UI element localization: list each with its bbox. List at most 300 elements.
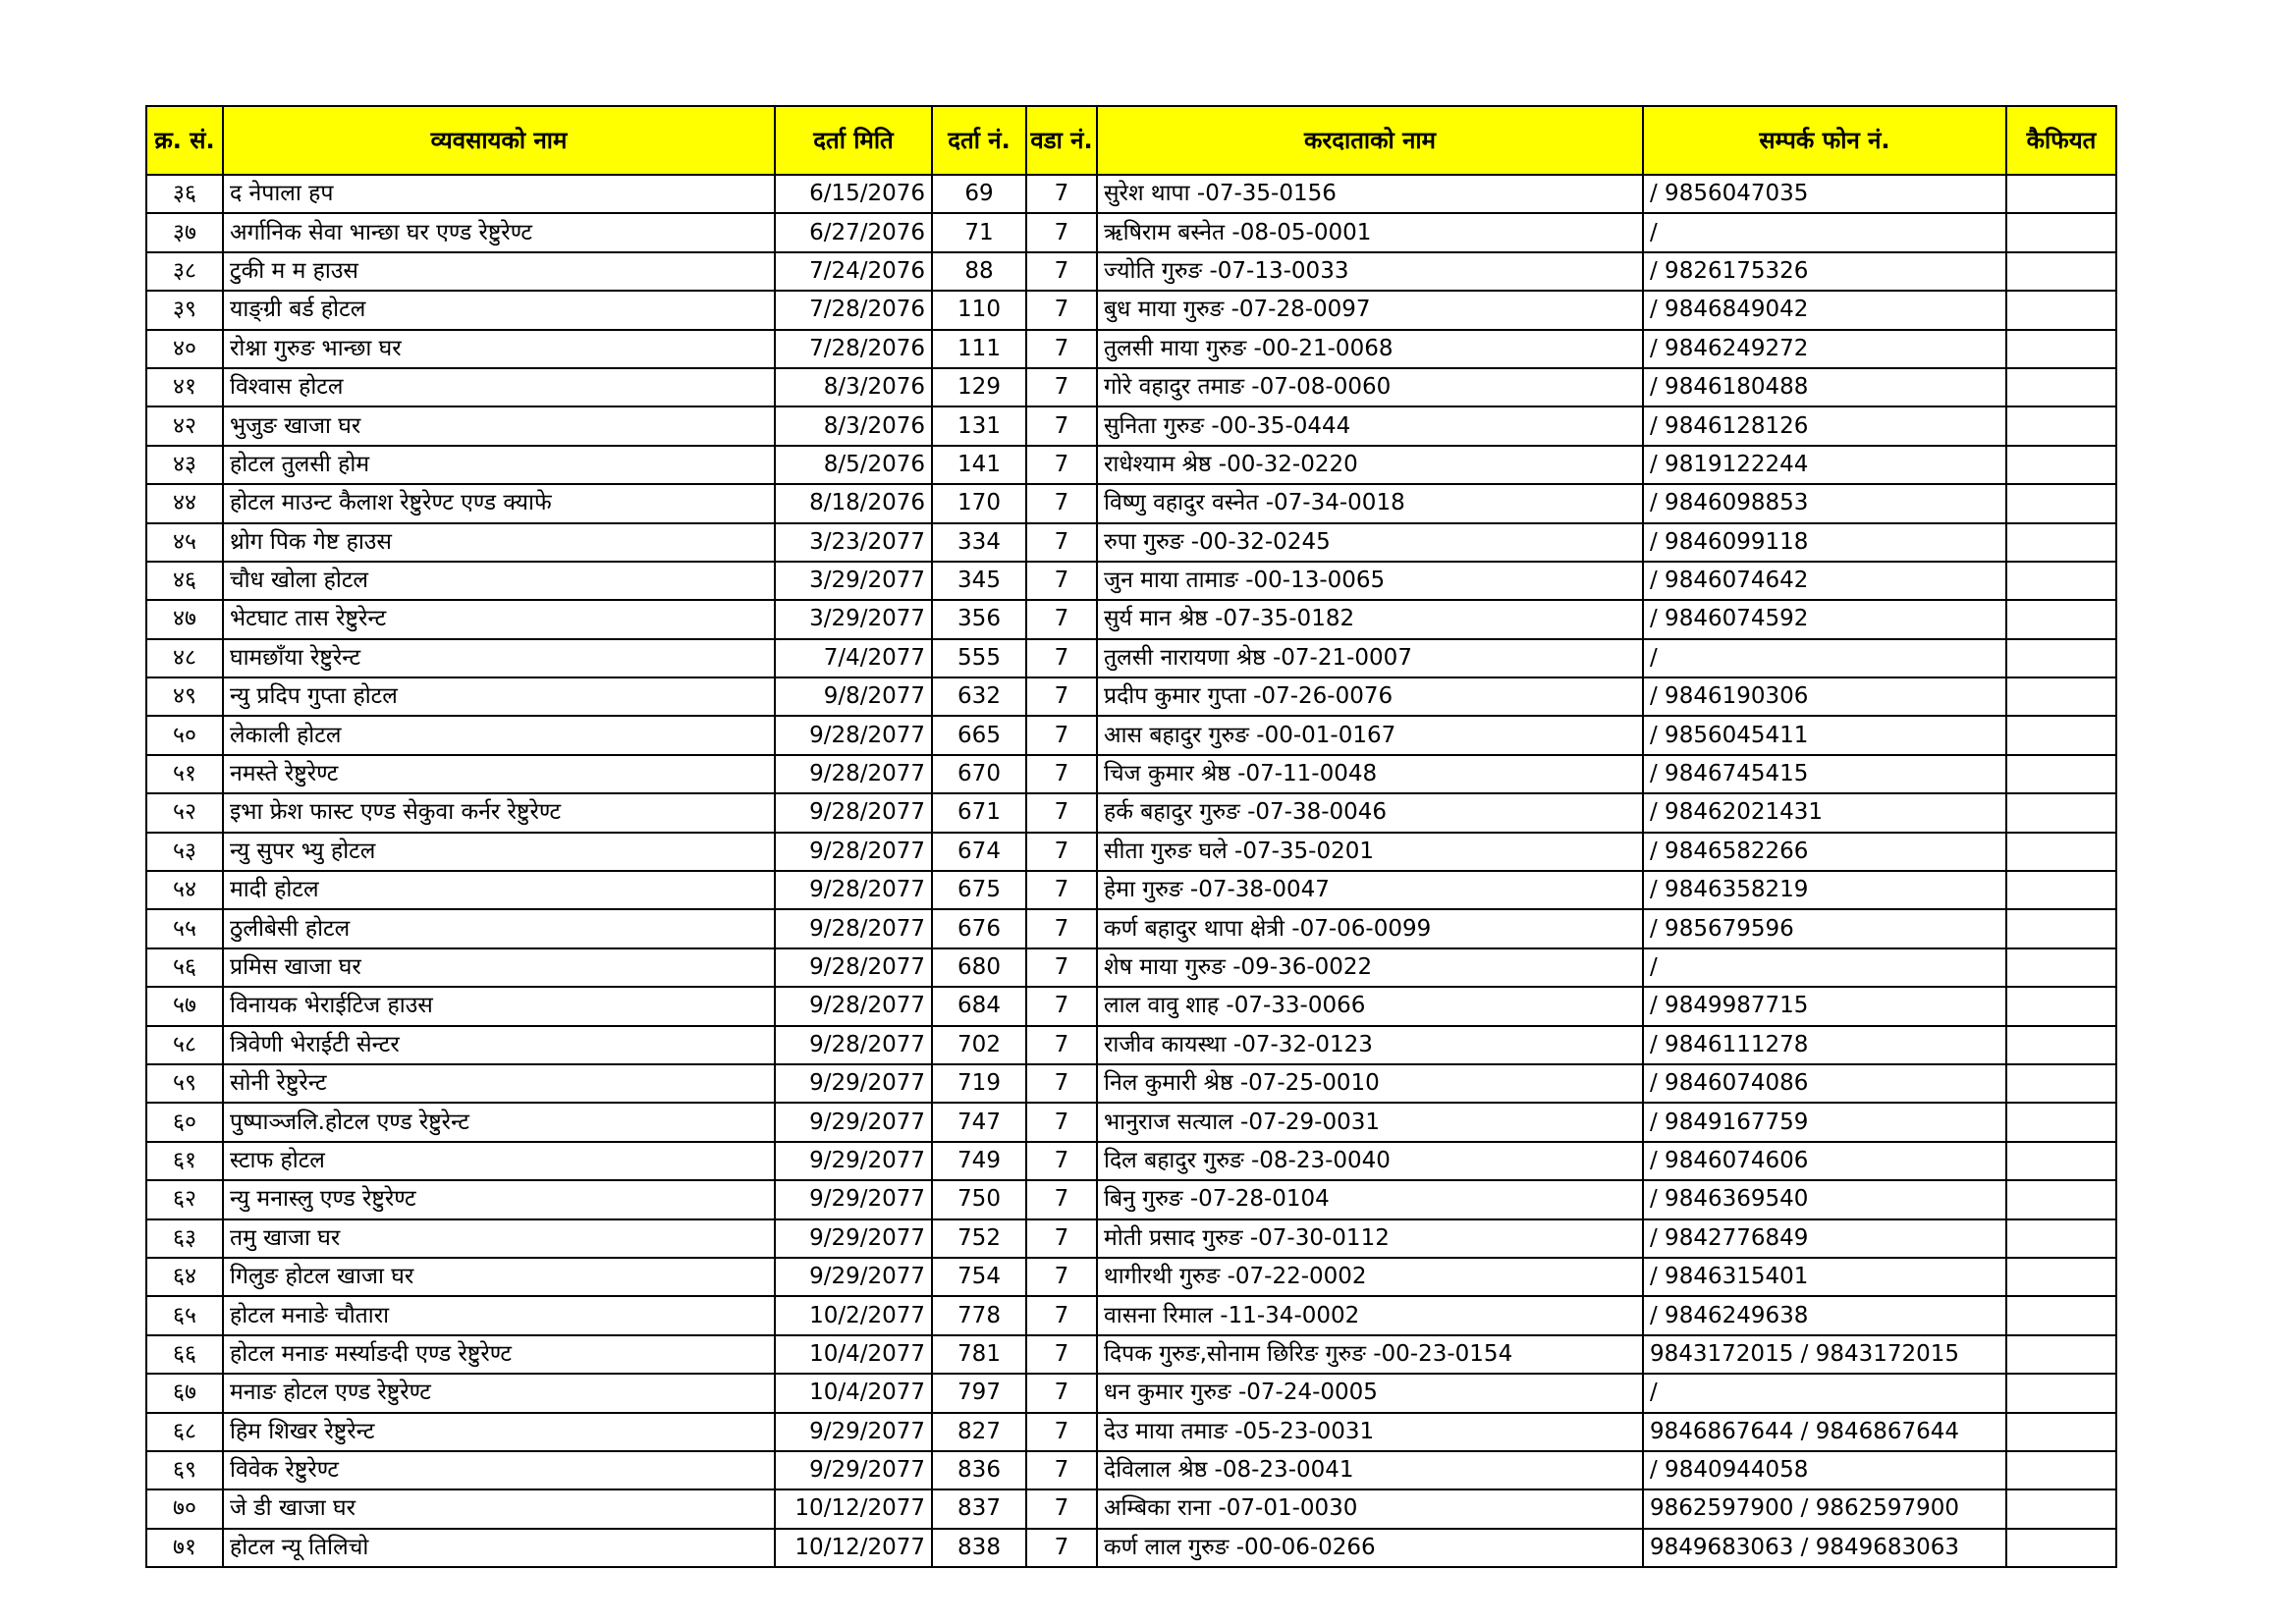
cell-reg-date: 9/29/2077 bbox=[775, 1064, 932, 1103]
cell-business-name: मादी होटल bbox=[223, 871, 775, 909]
cell-remarks bbox=[2006, 871, 2116, 909]
cell-business-name: न्यु सुपर भ्यु होटल bbox=[223, 833, 775, 871]
cell-remarks bbox=[2006, 368, 2116, 406]
cell-phone: / 9846098853 bbox=[1643, 484, 2006, 522]
table-row bbox=[146, 1451, 2116, 1489]
cell-taxpayer-name: देउ माया तमाङ -05-23-0031 bbox=[1097, 1413, 1643, 1451]
cell-remarks bbox=[2006, 793, 2116, 832]
cell-ward: 7 bbox=[1026, 677, 1097, 716]
cell-phone: / 9819122244 bbox=[1643, 446, 2006, 484]
cell-ward: 7 bbox=[1026, 1529, 1097, 1567]
cell-business-name: चौध खोला होटल bbox=[223, 562, 775, 600]
cell-reg-date: 10/12/2077 bbox=[775, 1529, 932, 1567]
cell-ward: 7 bbox=[1026, 909, 1097, 947]
cell-reg-no: 555 bbox=[932, 639, 1026, 677]
cell-taxpayer-name: शेष माया गुरुङ -09-36-0022 bbox=[1097, 948, 1643, 987]
cell-remarks bbox=[2006, 1529, 2116, 1567]
table-row bbox=[146, 252, 2116, 291]
cell-sn: ६७ bbox=[146, 1374, 223, 1412]
cell-phone: / bbox=[1643, 948, 2006, 987]
cell-ward: 7 bbox=[1026, 639, 1097, 677]
cell-phone: / 98462021431 bbox=[1643, 793, 2006, 832]
cell-reg-no: 749 bbox=[932, 1142, 1026, 1180]
table-row bbox=[146, 987, 2116, 1025]
cell-reg-no: 684 bbox=[932, 987, 1026, 1025]
cell-taxpayer-name: तुलसी नारायणा श्रेष्ठ -07-21-0007 bbox=[1097, 639, 1643, 677]
cell-ward: 7 bbox=[1026, 1258, 1097, 1296]
cell-business-name: त्रिवेणी भेराईटी सेन्टर bbox=[223, 1026, 775, 1064]
cell-ward: 7 bbox=[1026, 987, 1097, 1025]
cell-ward: 7 bbox=[1026, 1103, 1097, 1141]
cell-sn: ३६ bbox=[146, 175, 223, 213]
cell-remarks bbox=[2006, 406, 2116, 445]
cell-business-name: न्यु प्रदिप गुप्ता होटल bbox=[223, 677, 775, 716]
cell-reg-date: 9/28/2077 bbox=[775, 755, 932, 793]
cell-ward: 7 bbox=[1026, 1180, 1097, 1218]
cell-reg-date: 9/8/2077 bbox=[775, 677, 932, 716]
cell-ward: 7 bbox=[1026, 252, 1097, 291]
cell-reg-no: 334 bbox=[932, 523, 1026, 562]
cell-sn: ४६ bbox=[146, 562, 223, 600]
cell-phone: / 9846358219 bbox=[1643, 871, 2006, 909]
cell-sn: ६५ bbox=[146, 1296, 223, 1334]
cell-sn: ३९ bbox=[146, 291, 223, 329]
cell-reg-no: 719 bbox=[932, 1064, 1026, 1103]
cell-sn: ५४ bbox=[146, 871, 223, 909]
cell-reg-date: 8/18/2076 bbox=[775, 484, 932, 522]
cell-sn: ४२ bbox=[146, 406, 223, 445]
cell-reg-no: 836 bbox=[932, 1451, 1026, 1489]
table-row bbox=[146, 213, 2116, 251]
cell-phone: / 985679596 bbox=[1643, 909, 2006, 947]
cell-reg-date: 9/29/2077 bbox=[775, 1180, 932, 1218]
cell-taxpayer-name: राजीव कायस्था -07-32-0123 bbox=[1097, 1026, 1643, 1064]
table-row bbox=[146, 406, 2116, 445]
cell-phone: / 9856047035 bbox=[1643, 175, 2006, 213]
cell-phone: / 9846074642 bbox=[1643, 562, 2006, 600]
cell-ward: 7 bbox=[1026, 213, 1097, 251]
cell-taxpayer-name: लाल वावु शाह -07-33-0066 bbox=[1097, 987, 1643, 1025]
table-row bbox=[146, 1529, 2116, 1567]
cell-sn: ४५ bbox=[146, 523, 223, 562]
cell-business-name: घामछाँया रेष्टुरेन्ट bbox=[223, 639, 775, 677]
cell-remarks bbox=[2006, 1142, 2116, 1180]
cell-reg-no: 170 bbox=[932, 484, 1026, 522]
table-row bbox=[146, 871, 2116, 909]
cell-remarks bbox=[2006, 1296, 2116, 1334]
cell-business-name: होटल तुलसी होम bbox=[223, 446, 775, 484]
cell-sn: ५० bbox=[146, 716, 223, 754]
cell-taxpayer-name: देविलाल श्रेष्ठ -08-23-0041 bbox=[1097, 1451, 1643, 1489]
cell-taxpayer-name: निल कुमारी श्रेष्ठ -07-25-0010 bbox=[1097, 1064, 1643, 1103]
cell-reg-date: 6/15/2076 bbox=[775, 175, 932, 213]
cell-business-name: इभा फ्रेश फास्ट एण्ड सेकुवा कर्नर रेष्टुरेण्ट bbox=[223, 793, 775, 832]
cell-remarks bbox=[2006, 1026, 2116, 1064]
cell-taxpayer-name: धन कुमार गुरुङ -07-24-0005 bbox=[1097, 1374, 1643, 1412]
cell-reg-date: 7/4/2077 bbox=[775, 639, 932, 677]
table-row bbox=[146, 755, 2116, 793]
cell-reg-no: 752 bbox=[932, 1219, 1026, 1258]
header-taxpayer-name: करदाताको नाम bbox=[1097, 106, 1643, 175]
header-remarks: कैफियत bbox=[2006, 106, 2116, 175]
cell-ward: 7 bbox=[1026, 755, 1097, 793]
cell-remarks bbox=[2006, 252, 2116, 291]
cell-reg-no: 747 bbox=[932, 1103, 1026, 1141]
cell-remarks bbox=[2006, 1335, 2116, 1374]
cell-reg-no: 69 bbox=[932, 175, 1026, 213]
cell-sn: ६९ bbox=[146, 1451, 223, 1489]
cell-phone: / 9846074606 bbox=[1643, 1142, 2006, 1180]
cell-sn: ५२ bbox=[146, 793, 223, 832]
cell-ward: 7 bbox=[1026, 600, 1097, 638]
table-body bbox=[146, 175, 2116, 1567]
cell-reg-date: 10/4/2077 bbox=[775, 1335, 932, 1374]
cell-remarks bbox=[2006, 639, 2116, 677]
cell-taxpayer-name: कर्ण बहादुर थापा क्षेत्री -07-06-0099 bbox=[1097, 909, 1643, 947]
cell-business-name: होटल न्यू तिलिचो bbox=[223, 1529, 775, 1567]
cell-remarks bbox=[2006, 562, 2116, 600]
cell-sn: ४८ bbox=[146, 639, 223, 677]
cell-reg-date: 9/28/2077 bbox=[775, 833, 932, 871]
table-row bbox=[146, 1219, 2116, 1258]
cell-remarks bbox=[2006, 755, 2116, 793]
cell-sn: ५६ bbox=[146, 948, 223, 987]
cell-reg-no: 778 bbox=[932, 1296, 1026, 1334]
cell-business-name: पुष्पाञ्जलि.होटल एण्ड रेष्टुरेन्ट bbox=[223, 1103, 775, 1141]
table-row bbox=[146, 948, 2116, 987]
cell-reg-date: 7/28/2076 bbox=[775, 330, 932, 368]
cell-reg-no: 750 bbox=[932, 1180, 1026, 1218]
table-row bbox=[146, 446, 2116, 484]
cell-reg-date: 10/4/2077 bbox=[775, 1374, 932, 1412]
cell-remarks bbox=[2006, 1489, 2116, 1528]
cell-taxpayer-name: अम्बिका राना -07-01-0030 bbox=[1097, 1489, 1643, 1528]
cell-phone: / 9846099118 bbox=[1643, 523, 2006, 562]
cell-business-name: थ्रोग पिक गेष्ट हाउस bbox=[223, 523, 775, 562]
cell-reg-no: 110 bbox=[932, 291, 1026, 329]
table-row bbox=[146, 1142, 2116, 1180]
cell-taxpayer-name: कर्ण लाल गुरुङ -00-06-0266 bbox=[1097, 1529, 1643, 1567]
cell-taxpayer-name: वासना रिमाल -11-34-0002 bbox=[1097, 1296, 1643, 1334]
cell-phone: / 9846190306 bbox=[1643, 677, 2006, 716]
cell-reg-no: 356 bbox=[932, 600, 1026, 638]
cell-phone: / 9856045411 bbox=[1643, 716, 2006, 754]
cell-sn: ४३ bbox=[146, 446, 223, 484]
cell-sn: ४७ bbox=[146, 600, 223, 638]
cell-remarks bbox=[2006, 1064, 2116, 1103]
cell-sn: ५१ bbox=[146, 755, 223, 793]
cell-taxpayer-name: सीता गुरुङ घले -07-35-0201 bbox=[1097, 833, 1643, 871]
cell-phone: / 9826175326 bbox=[1643, 252, 2006, 291]
cell-ward: 7 bbox=[1026, 1335, 1097, 1374]
cell-ward: 7 bbox=[1026, 523, 1097, 562]
header-business-name: व्यवसायको नाम bbox=[223, 106, 775, 175]
cell-sn: ५७ bbox=[146, 987, 223, 1025]
cell-reg-date: 9/29/2077 bbox=[775, 1451, 932, 1489]
cell-sn: ३८ bbox=[146, 252, 223, 291]
header-reg-no: दर्ता नं. bbox=[932, 106, 1026, 175]
cell-business-name: जे डी खाजा घर bbox=[223, 1489, 775, 1528]
table-row bbox=[146, 484, 2116, 522]
cell-phone: 9849683063 / 9849683063 bbox=[1643, 1529, 2006, 1567]
table-row bbox=[146, 1374, 2116, 1412]
cell-business-name: नमस्ते रेष्टुरेण्ट bbox=[223, 755, 775, 793]
cell-taxpayer-name: बुध माया गुरुङ -07-28-0097 bbox=[1097, 291, 1643, 329]
cell-business-name: भेटघाट तास रेष्टुरेन्ट bbox=[223, 600, 775, 638]
cell-reg-no: 680 bbox=[932, 948, 1026, 987]
header-ward: वडा नं. bbox=[1026, 106, 1097, 175]
cell-ward: 7 bbox=[1026, 1489, 1097, 1528]
table-row bbox=[146, 716, 2116, 754]
cell-business-name: रोश्ना गुरुङ भान्छा घर bbox=[223, 330, 775, 368]
cell-phone: 9843172015 / 9843172015 bbox=[1643, 1335, 2006, 1374]
cell-sn: ३७ bbox=[146, 213, 223, 251]
cell-sn: ४४ bbox=[146, 484, 223, 522]
cell-reg-date: 9/28/2077 bbox=[775, 948, 932, 987]
cell-ward: 7 bbox=[1026, 833, 1097, 871]
cell-phone: / 9846249638 bbox=[1643, 1296, 2006, 1334]
table-row bbox=[146, 1258, 2116, 1296]
cell-reg-date: 8/3/2076 bbox=[775, 368, 932, 406]
cell-reg-no: 781 bbox=[932, 1335, 1026, 1374]
cell-remarks bbox=[2006, 948, 2116, 987]
cell-phone: / 9846315401 bbox=[1643, 1258, 2006, 1296]
cell-business-name: टुकी म म हाउस bbox=[223, 252, 775, 291]
cell-remarks bbox=[2006, 1103, 2116, 1141]
cell-taxpayer-name: ज्योति गुरुङ -07-13-0033 bbox=[1097, 252, 1643, 291]
cell-ward: 7 bbox=[1026, 406, 1097, 445]
cell-reg-no: 838 bbox=[932, 1529, 1026, 1567]
header-reg-date: दर्ता मिति bbox=[775, 106, 932, 175]
registration-table bbox=[145, 105, 2117, 1568]
cell-business-name: विश्वास होटल bbox=[223, 368, 775, 406]
cell-reg-date: 3/29/2077 bbox=[775, 600, 932, 638]
cell-remarks bbox=[2006, 330, 2116, 368]
cell-taxpayer-name: रुपा गुरुङ -00-32-0245 bbox=[1097, 523, 1643, 562]
table-row bbox=[146, 1103, 2116, 1141]
cell-reg-no: 131 bbox=[932, 406, 1026, 445]
cell-reg-date: 9/28/2077 bbox=[775, 793, 932, 832]
cell-taxpayer-name: जुन माया तामाङ -00-13-0065 bbox=[1097, 562, 1643, 600]
cell-remarks bbox=[2006, 909, 2116, 947]
cell-reg-date: 8/3/2076 bbox=[775, 406, 932, 445]
cell-business-name: स्टाफ होटल bbox=[223, 1142, 775, 1180]
cell-reg-no: 827 bbox=[932, 1413, 1026, 1451]
cell-sn: ५८ bbox=[146, 1026, 223, 1064]
cell-remarks bbox=[2006, 833, 2116, 871]
cell-remarks bbox=[2006, 1451, 2116, 1489]
cell-taxpayer-name: थागीरथी गुरुङ -07-22-0002 bbox=[1097, 1258, 1643, 1296]
cell-reg-no: 345 bbox=[932, 562, 1026, 600]
cell-remarks bbox=[2006, 600, 2116, 638]
table-row bbox=[146, 330, 2116, 368]
cell-sn: ६३ bbox=[146, 1219, 223, 1258]
cell-reg-no: 111 bbox=[932, 330, 1026, 368]
cell-ward: 7 bbox=[1026, 368, 1097, 406]
cell-taxpayer-name: आस बहादुर गुरुङ -00-01-0167 bbox=[1097, 716, 1643, 754]
cell-phone: / 9846582266 bbox=[1643, 833, 2006, 871]
cell-remarks bbox=[2006, 1374, 2116, 1412]
cell-sn: ६८ bbox=[146, 1413, 223, 1451]
table-row bbox=[146, 523, 2116, 562]
cell-sn: ६४ bbox=[146, 1258, 223, 1296]
cell-reg-no: 754 bbox=[932, 1258, 1026, 1296]
cell-sn: ६१ bbox=[146, 1142, 223, 1180]
header-row bbox=[146, 106, 2116, 175]
cell-ward: 7 bbox=[1026, 330, 1097, 368]
table-row bbox=[146, 1064, 2116, 1103]
cell-reg-date: 9/29/2077 bbox=[775, 1103, 932, 1141]
cell-ward: 7 bbox=[1026, 793, 1097, 832]
cell-sn: ६२ bbox=[146, 1180, 223, 1218]
cell-ward: 7 bbox=[1026, 1064, 1097, 1103]
cell-reg-no: 670 bbox=[932, 755, 1026, 793]
cell-taxpayer-name: गोरे वहादुर तमाङ -07-08-0060 bbox=[1097, 368, 1643, 406]
cell-taxpayer-name: बिनु गुरुङ -07-28-0104 bbox=[1097, 1180, 1643, 1218]
cell-business-name: द नेपाला हप bbox=[223, 175, 775, 213]
cell-ward: 7 bbox=[1026, 1219, 1097, 1258]
cell-phone: / 9840944058 bbox=[1643, 1451, 2006, 1489]
cell-business-name: भुजुङ खाजा घर bbox=[223, 406, 775, 445]
cell-reg-date: 9/29/2077 bbox=[775, 1413, 932, 1451]
cell-business-name: विनायक भेराईटिज हाउस bbox=[223, 987, 775, 1025]
cell-reg-date: 9/28/2077 bbox=[775, 909, 932, 947]
cell-phone: / 9846180488 bbox=[1643, 368, 2006, 406]
cell-phone: / 9846111278 bbox=[1643, 1026, 2006, 1064]
cell-business-name: होटल माउन्ट कैलाश रेष्टुरेण्ट एण्ड क्याफे bbox=[223, 484, 775, 522]
cell-phone: / bbox=[1643, 213, 2006, 251]
cell-reg-no: 702 bbox=[932, 1026, 1026, 1064]
cell-business-name: मनाङ होटल एण्ड रेष्टुरेण्ट bbox=[223, 1374, 775, 1412]
cell-phone: / bbox=[1643, 639, 2006, 677]
cell-reg-date: 3/29/2077 bbox=[775, 562, 932, 600]
cell-phone: / 9849167759 bbox=[1643, 1103, 2006, 1141]
cell-ward: 7 bbox=[1026, 1451, 1097, 1489]
cell-reg-date: 7/24/2076 bbox=[775, 252, 932, 291]
cell-taxpayer-name: सुरेश थापा -07-35-0156 bbox=[1097, 175, 1643, 213]
cell-reg-date: 9/28/2077 bbox=[775, 987, 932, 1025]
cell-taxpayer-name: चिज कुमार श्रेष्ठ -07-11-0048 bbox=[1097, 755, 1643, 793]
cell-sn: ७० bbox=[146, 1489, 223, 1528]
cell-reg-date: 8/5/2076 bbox=[775, 446, 932, 484]
cell-business-name: होटल मनाङ मर्स्याङदी एण्ड रेष्टुरेण्ट bbox=[223, 1335, 775, 1374]
cell-ward: 7 bbox=[1026, 1296, 1097, 1334]
cell-reg-date: 9/28/2077 bbox=[775, 1026, 932, 1064]
cell-taxpayer-name: प्रदीप कुमार गुप्ता -07-26-0076 bbox=[1097, 677, 1643, 716]
cell-ward: 7 bbox=[1026, 1142, 1097, 1180]
cell-phone: / 9846849042 bbox=[1643, 291, 2006, 329]
cell-reg-no: 632 bbox=[932, 677, 1026, 716]
table-row bbox=[146, 793, 2116, 832]
cell-reg-date: 10/2/2077 bbox=[775, 1296, 932, 1334]
cell-sn: ६६ bbox=[146, 1335, 223, 1374]
cell-phone: / 9849987715 bbox=[1643, 987, 2006, 1025]
cell-business-name: लेकाली होटल bbox=[223, 716, 775, 754]
table-row bbox=[146, 175, 2116, 213]
cell-business-name: अर्गानिक सेवा भान्छा घर एण्ड रेष्टुरेण्ट bbox=[223, 213, 775, 251]
cell-remarks bbox=[2006, 523, 2116, 562]
cell-ward: 7 bbox=[1026, 948, 1097, 987]
cell-reg-date: 7/28/2076 bbox=[775, 291, 932, 329]
header-sn: क्र. सं. bbox=[146, 106, 223, 175]
cell-phone: / 9846249272 bbox=[1643, 330, 2006, 368]
cell-reg-no: 129 bbox=[932, 368, 1026, 406]
cell-business-name: प्रमिस खाजा घर bbox=[223, 948, 775, 987]
cell-reg-date: 9/29/2077 bbox=[775, 1142, 932, 1180]
cell-remarks bbox=[2006, 484, 2116, 522]
cell-taxpayer-name: ऋषिराम बस्नेत -08-05-0001 bbox=[1097, 213, 1643, 251]
cell-taxpayer-name: दिल बहादुर गुरुङ -08-23-0040 bbox=[1097, 1142, 1643, 1180]
cell-ward: 7 bbox=[1026, 291, 1097, 329]
table-header bbox=[146, 106, 2116, 175]
cell-ward: 7 bbox=[1026, 446, 1097, 484]
cell-phone: / 9846074086 bbox=[1643, 1064, 2006, 1103]
cell-business-name: याङ्ग्री बर्ड होटल bbox=[223, 291, 775, 329]
cell-reg-no: 141 bbox=[932, 446, 1026, 484]
cell-business-name: तमु खाजा घर bbox=[223, 1219, 775, 1258]
cell-remarks bbox=[2006, 987, 2116, 1025]
table-row bbox=[146, 909, 2116, 947]
cell-taxpayer-name: सुनिता गुरुङ -00-35-0444 bbox=[1097, 406, 1643, 445]
cell-remarks bbox=[2006, 1180, 2116, 1218]
table-row bbox=[146, 1296, 2116, 1334]
cell-remarks bbox=[2006, 1219, 2116, 1258]
cell-phone: / 9846745415 bbox=[1643, 755, 2006, 793]
cell-phone: / 9846074592 bbox=[1643, 600, 2006, 638]
cell-sn: ७१ bbox=[146, 1529, 223, 1567]
cell-sn: ४० bbox=[146, 330, 223, 368]
cell-sn: ५३ bbox=[146, 833, 223, 871]
cell-phone: 9862597900 / 9862597900 bbox=[1643, 1489, 2006, 1528]
table-row bbox=[146, 639, 2116, 677]
table-row bbox=[146, 677, 2116, 716]
cell-remarks bbox=[2006, 446, 2116, 484]
cell-sn: ५५ bbox=[146, 909, 223, 947]
cell-reg-date: 9/29/2077 bbox=[775, 1258, 932, 1296]
cell-remarks bbox=[2006, 677, 2116, 716]
cell-taxpayer-name: विष्णु वहादुर वस्नेत -07-34-0018 bbox=[1097, 484, 1643, 522]
cell-reg-no: 71 bbox=[932, 213, 1026, 251]
cell-reg-date: 9/28/2077 bbox=[775, 871, 932, 909]
table-row bbox=[146, 1413, 2116, 1451]
cell-phone: / bbox=[1643, 1374, 2006, 1412]
cell-phone: / 9842776849 bbox=[1643, 1219, 2006, 1258]
table-row bbox=[146, 562, 2116, 600]
cell-remarks bbox=[2006, 1258, 2116, 1296]
cell-reg-no: 676 bbox=[932, 909, 1026, 947]
cell-ward: 7 bbox=[1026, 1026, 1097, 1064]
cell-taxpayer-name: मोती प्रसाद गुरुङ -07-30-0112 bbox=[1097, 1219, 1643, 1258]
cell-business-name: होटल मनाङे चौतारा bbox=[223, 1296, 775, 1334]
cell-sn: ४१ bbox=[146, 368, 223, 406]
cell-reg-no: 665 bbox=[932, 716, 1026, 754]
cell-business-name: ठुलीबेसी होटल bbox=[223, 909, 775, 947]
cell-reg-date: 10/12/2077 bbox=[775, 1489, 932, 1528]
table-row bbox=[146, 1026, 2116, 1064]
table-row bbox=[146, 600, 2116, 638]
cell-remarks bbox=[2006, 291, 2116, 329]
cell-reg-date: 9/28/2077 bbox=[775, 716, 932, 754]
cell-remarks bbox=[2006, 175, 2116, 213]
cell-taxpayer-name: सुर्य मान श्रेष्ठ -07-35-0182 bbox=[1097, 600, 1643, 638]
cell-business-name: गिलुङ होटल खाजा घर bbox=[223, 1258, 775, 1296]
cell-sn: ६० bbox=[146, 1103, 223, 1141]
cell-phone: / 9846128126 bbox=[1643, 406, 2006, 445]
cell-reg-date: 6/27/2076 bbox=[775, 213, 932, 251]
cell-business-name: हिम शिखर रेष्टुरेन्ट bbox=[223, 1413, 775, 1451]
cell-taxpayer-name: हर्क बहादुर गुरुङ -07-38-0046 bbox=[1097, 793, 1643, 832]
cell-sn: ४९ bbox=[146, 677, 223, 716]
